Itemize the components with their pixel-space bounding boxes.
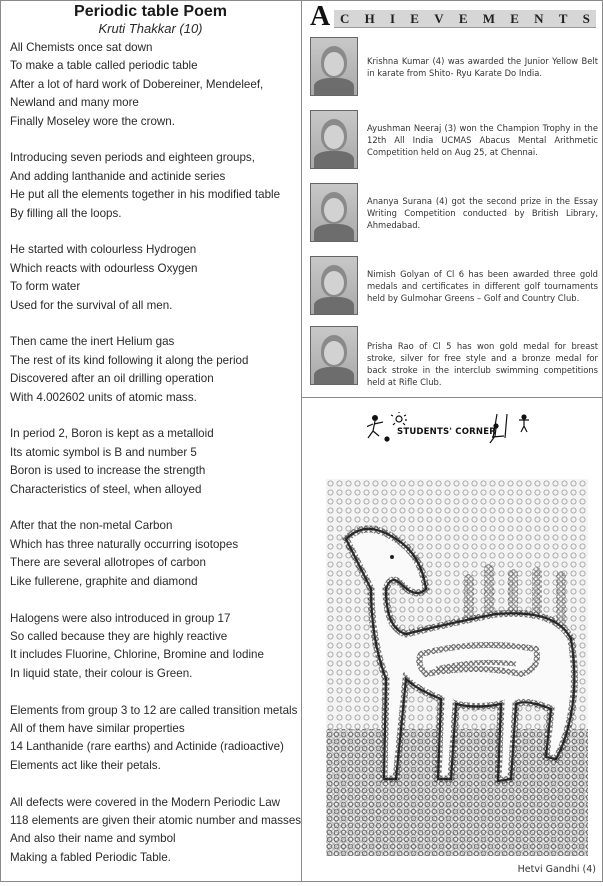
- achievements-header-letter: H: [364, 10, 375, 26]
- poem-column: [0, 0, 301, 880]
- poem-line: Elements act like their petals.: [10, 758, 161, 772]
- student-photo: [310, 183, 358, 242]
- achievement-item: [310, 326, 600, 386]
- achievement-text: Nimish Golyan of Cl 6 has been awarded three gold medals and certificates in different golf tournaments held by Gulmohar Greens – Golf and Country Club.: [367, 269, 598, 303]
- achievements-header-letter: S: [582, 10, 590, 26]
- achievement-item: [310, 110, 600, 170]
- achievement-item: [310, 37, 600, 97]
- poem-line: He started with colourless Hydrogen: [10, 243, 197, 257]
- poem-line: It includes Fluorine, Chlorine, Bromine and Iodine: [10, 648, 264, 662]
- poem-line: Used for the survival of all men.: [10, 298, 173, 312]
- student-artwork-horse: [326, 479, 588, 856]
- poem-line: Newland and many more: [10, 96, 139, 110]
- poem-line: Elements from group 3 to 12 are called transition metals: [10, 703, 298, 717]
- achievements-header-bar: [334, 10, 596, 28]
- poem-line: Which reacts with odourless Oxygen: [10, 261, 198, 275]
- student-photo: [310, 110, 358, 169]
- poem-stanza: [10, 610, 300, 684]
- achievements-header-letter: N: [534, 10, 544, 26]
- poem-line: Finally Moseley wore the crown.: [10, 114, 175, 128]
- achievement-item: [310, 256, 600, 316]
- poem-line: To form water: [10, 280, 81, 294]
- poem-line: By filling all the loops.: [10, 206, 122, 220]
- poem-title: Periodic table Poem: [74, 3, 227, 20]
- poem-stanza: [10, 794, 300, 868]
- poem-stanza: [10, 39, 300, 131]
- poem-line: All of them have similar properties: [10, 721, 185, 735]
- poem-line: Its atomic symbol is B and number 5: [10, 445, 197, 459]
- poem-line: Making a fabled Periodic Table.: [10, 850, 171, 864]
- horse-drawing-icon: [326, 479, 588, 856]
- poem-stanza: [10, 333, 300, 407]
- poem-stanza: [10, 425, 300, 499]
- poem-line: And also their name and symbol: [10, 832, 176, 846]
- achievements-header-letter: V: [434, 10, 444, 26]
- achievements-header-initial: A: [310, 1, 331, 32]
- poem-author: Kruti Thakkar (10): [98, 21, 203, 36]
- achievements-header-letter: M: [482, 10, 495, 26]
- students-corner-label: STUDENTS' CORNER: [397, 427, 496, 437]
- artwork-caption: Hetvi Gandhi (4): [517, 864, 596, 875]
- achievements-header-letter: E: [410, 10, 419, 26]
- poem-line: 14 Lanthanide (rare earths) and Actinide (radioactive): [10, 740, 284, 754]
- poem-line: After that the non-metal Carbon: [10, 519, 173, 533]
- achievements-header: [310, 1, 596, 32]
- poem-line: After a lot of hard work of Dobereiner, Mendeleef,: [10, 77, 264, 91]
- achievements-header-letter: C: [340, 10, 350, 26]
- poem-line: And adding lanthanide and actinide series: [10, 169, 226, 183]
- student-photo: [310, 326, 358, 385]
- poem-line: Discovered after an oil drilling operation: [10, 372, 214, 386]
- poem-line: To make a table called periodic table: [10, 59, 198, 73]
- achievements-header-letter: E: [458, 10, 468, 26]
- achievement-text: Prisha Rao of Cl 5 has won gold medal for breast stroke, silver for free style and a bronze medal for back stroke in the interclub swimming competitions held at Rifle Club.: [367, 341, 598, 387]
- poem-line: Then came the inert Helium gas: [10, 335, 175, 349]
- achievements-header-letter: E: [510, 10, 519, 26]
- poem-line: In period 2, Boron is kept as a metalloid: [10, 427, 214, 441]
- students-corner-banner: [367, 412, 537, 448]
- poem-line: Which has three naturally occurring isotopes: [10, 537, 239, 551]
- poem-stanza: [10, 241, 300, 315]
- poem-line: The rest of its kind following it along the period: [10, 353, 249, 367]
- student-photo: [310, 256, 358, 315]
- poem-line: Characteristics of steel, when alloyed: [10, 482, 202, 496]
- achievement-text: Ayushman Neeraj (3) won the Champion Trophy in the 12th All India UCMAS Abacus Mental Arithmetic Competition held on Aug 25, at Chennai.: [367, 123, 598, 157]
- poem-line: There are several allotropes of carbon: [10, 556, 206, 570]
- poem-line: Boron is used to increase the strength: [10, 464, 206, 478]
- poem-line: With 4.002602 units of atomic mass.: [10, 390, 197, 404]
- poem-line: So called because they are highly reactive: [10, 629, 228, 643]
- poem-line: Introducing seven periods and eighteen groups,: [10, 151, 255, 165]
- achievement-item: [310, 183, 600, 243]
- poem-body: [10, 39, 300, 886]
- student-photo: [310, 37, 358, 96]
- achievement-text: Krishna Kumar (4) was awarded the Junior Yellow Belt in karate from Shito- Ryu Karate Do India.: [367, 56, 598, 78]
- achievement-text: Ananya Surana (4) got the second prize in the Essay Writing Competition conducted by British Library, Ahmedabad.: [367, 196, 598, 230]
- achievements-column: [302, 0, 602, 880]
- poem-line: In liquid state, their colour is Green.: [10, 666, 193, 680]
- poem-line: He put all the elements together in his modified table: [10, 188, 281, 202]
- poem-line: Halogens were also introduced in group 17: [10, 611, 231, 625]
- achievements-header-letter: I: [389, 10, 396, 26]
- poem-line: All defects were covered in the Modern Periodic Law: [10, 795, 281, 809]
- poem-line: 118 elements are given their atomic number and masses: [10, 813, 302, 827]
- poem-stanza: [10, 702, 300, 776]
- section-divider: [302, 397, 602, 398]
- poem-line: All Chemists once sat down: [10, 41, 153, 54]
- poem-stanza: [10, 149, 300, 223]
- poem-line: Like fullerene, graphite and diamond: [10, 574, 198, 588]
- achievements-header-letter: T: [558, 10, 568, 26]
- poem-stanza: [10, 517, 300, 591]
